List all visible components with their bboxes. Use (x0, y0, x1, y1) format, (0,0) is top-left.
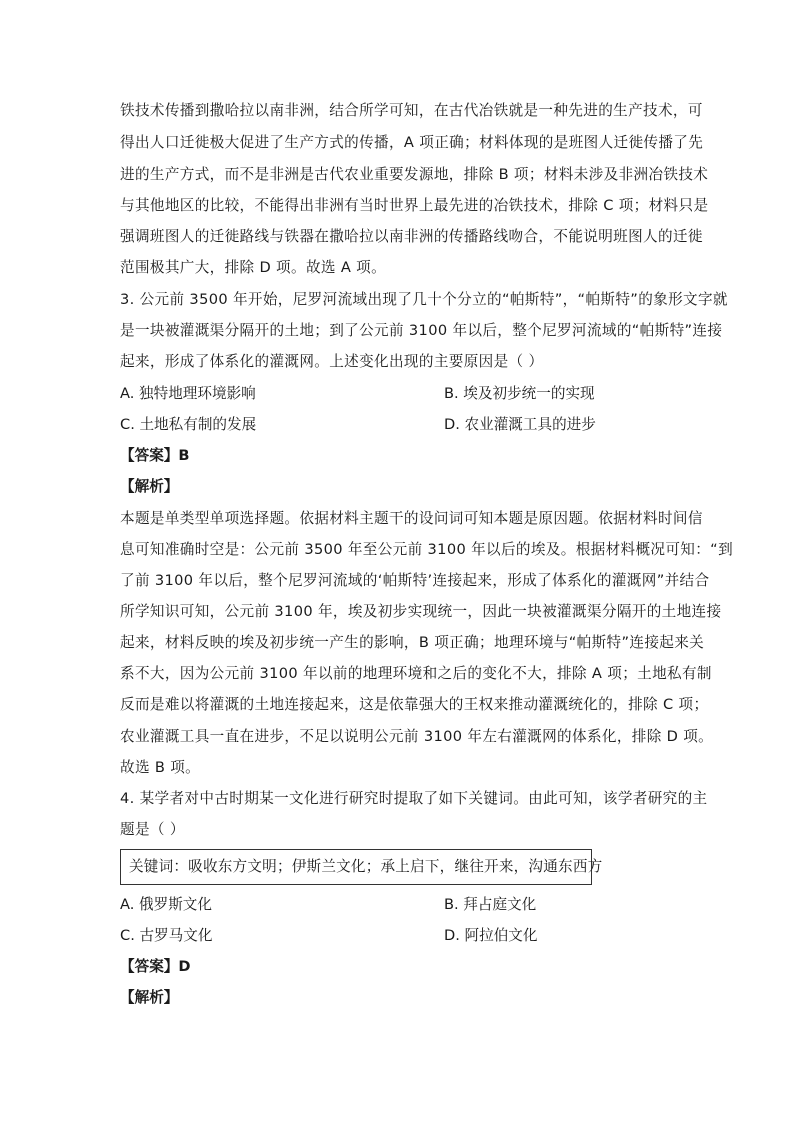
q3-analysis-line: 反而是难以将灌溉的土地连接起来，这是依靠强大的王权来推动灌溉统化的，排除 C 项； (120, 696, 709, 713)
question-3-stem: 3. 公元前 3500 年开始，尼罗河流域出现了几十个分立的“帕斯特”，“帕斯特”的象形文字就 (120, 291, 728, 308)
question-3-stem: 是一块被灌溉渠分隔开的土地；到了公元前 3100 年以后，整个尼罗河流域的“帕斯特”连接 (120, 322, 723, 339)
keywords-text: 关键词：吸收东方文明；伊斯兰文化；承上启下，继往开来，沟通东西方 (129, 858, 603, 875)
q4-option-c: C. 古罗马文化 (120, 927, 213, 944)
q3-analysis-line: 了前 3100 年以后，整个尼罗河流域的‘帕斯特’连接起来，形成了体系化的灌溉网”并结合 (120, 572, 710, 589)
q3-option-b: B. 埃及初步统一的实现 (444, 385, 595, 402)
q3-analysis-line: 本题是单类型单项选择题。依据材料主题干的设问词可知本题是原因题。依据材料时间信 (120, 510, 703, 527)
question-4-stem: 题是（ ） (120, 821, 185, 838)
q3-analysis-line: 息可知准确时空是：公元前 3500 年至公元前 3100 年以后的埃及。根据材料概况可知：“到 (120, 541, 734, 558)
q3-analysis-line: 系不大，因为公元前 3100 年以前的地理环境和之后的变化不大，排除 A 项；土地私有制 (120, 665, 712, 682)
q3-option-d: D. 农业灌溉工具的进步 (444, 416, 596, 433)
q4-option-a: A. 俄罗斯文化 (120, 896, 212, 913)
text-line: 范围极其广大，排除 D 项。故选 A 项。 (120, 259, 387, 276)
q4-option-d: D. 阿拉伯文化 (444, 927, 538, 944)
text-line: 铁技术传播到撒哈拉以南非洲，结合所学可知，在古代冶铁就是一种先进的生产技术，可 (120, 102, 703, 119)
q3-analysis-line: 起来，材料反映的埃及初步统一产生的影响，B 项正确；地理环境与“帕斯特”连接起来关 (120, 634, 705, 651)
text-line: 进的生产方式，而不是非洲是古代农业重要发源地，排除 B 项；材料未涉及非洲冶铁技术 (120, 166, 709, 183)
q3-analysis-title: 【解析】 (120, 478, 179, 495)
question-4-stem: 4. 某学者对中古时期某一文化进行研究时提取了如下关键词。由此可知，该学者研究的主 (120, 790, 708, 807)
q3-option-c: C. 土地私有制的发展 (120, 416, 257, 433)
q3-analysis-line: 故选 B 项。 (120, 759, 201, 776)
text-line: 强调班图人的迁徙路线与铁器在撒哈拉以南非洲的传播路线吻合，不能说明班图人的迁徙 (120, 228, 703, 245)
q4-analysis-title: 【解析】 (120, 989, 179, 1006)
q3-analysis-line: 所学知识可知，公元前 3100 年，埃及初步实现统一，因此一块被灌溉渠分隔开的土地连接 (120, 603, 722, 620)
q4-option-b: B. 拜占庭文化 (444, 896, 537, 913)
q3-answer: 【答案】B (120, 447, 190, 464)
text-line: 得出人口迁徙极大促进了生产方式的传播，A 项正确；材料体现的是班图人迁徙传播了先 (120, 134, 704, 151)
keywords-box (120, 849, 603, 885)
q3-option-a: A. 独特地理环境影响 (120, 385, 256, 402)
question-3-stem: 起来，形成了体系化的灌溉网。上述变化出现的主要原因是（ ） (120, 353, 544, 370)
text-line: 与其他地区的比较，不能得出非洲有当时世界上最先进的冶铁技术，排除 C 项；材料只是 (120, 197, 709, 214)
q4-answer: 【答案】D (120, 958, 191, 975)
q3-analysis-line: 农业灌溉工具一直在进步，不足以说明公元前 3100 年左右灌溉网的体系化，排除 D 项。 (120, 728, 714, 745)
